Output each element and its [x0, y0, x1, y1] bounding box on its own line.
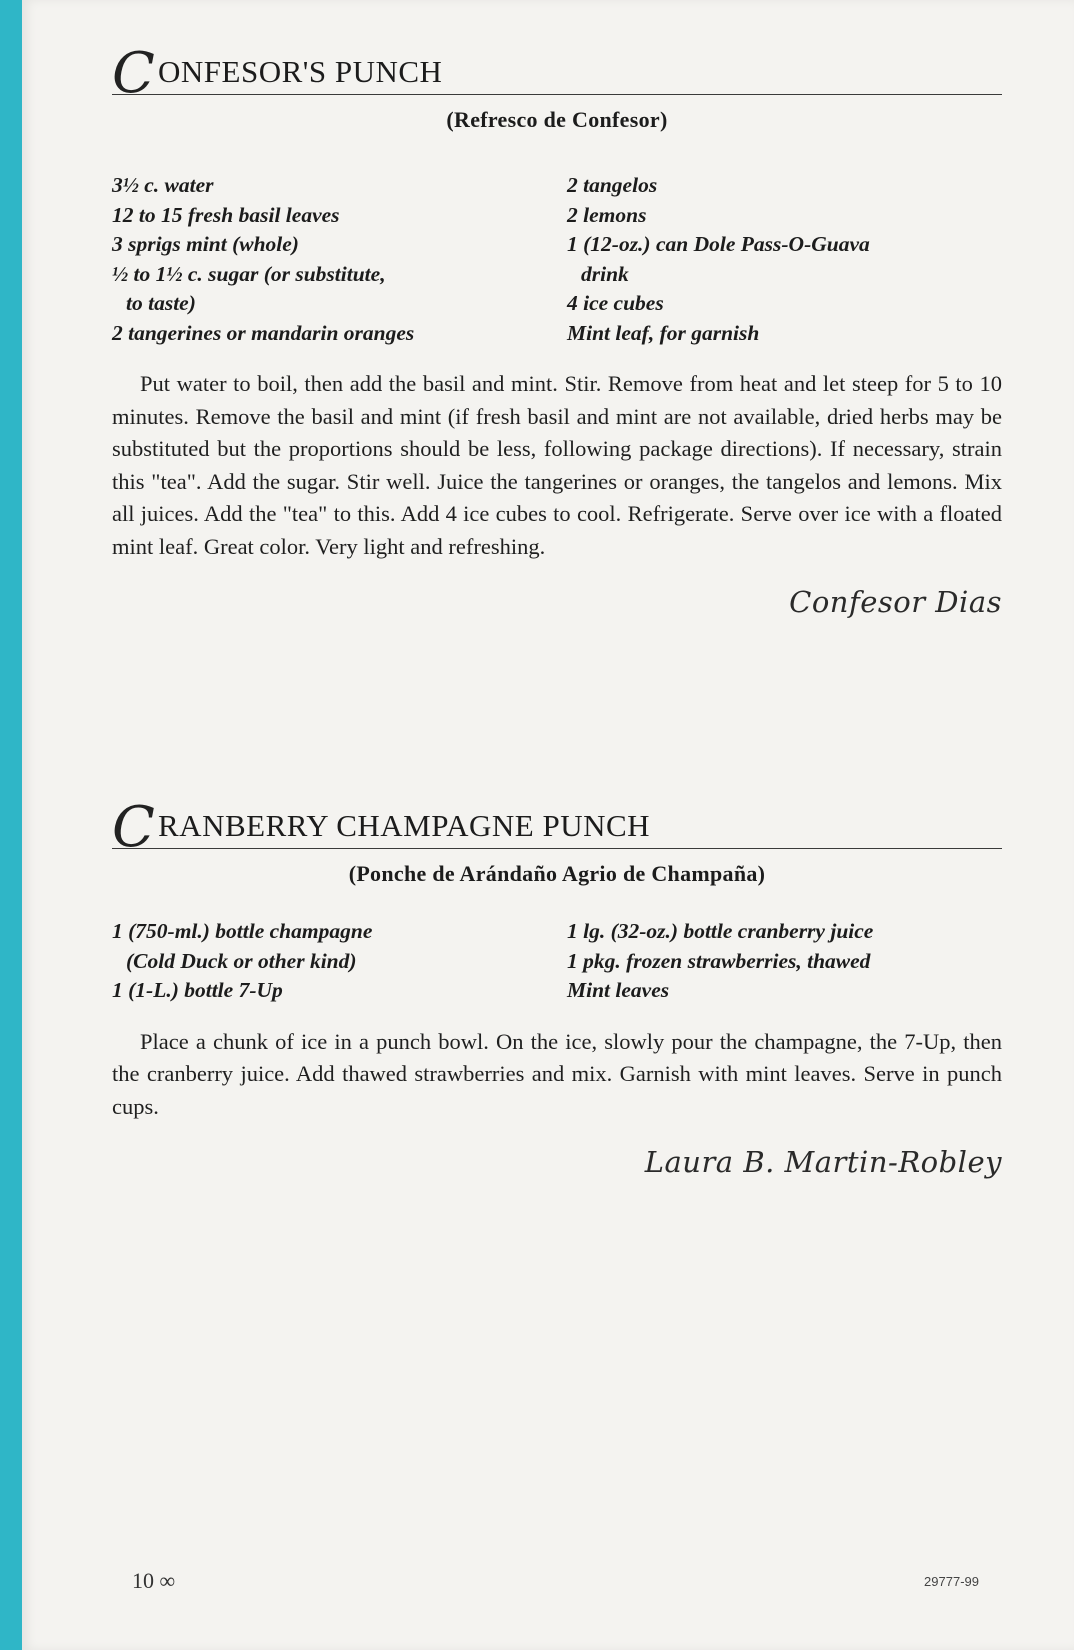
ingredient: 4 ice cubes: [567, 291, 664, 315]
recipe-method: Put water to boil, then add the basil and mint. Stir. Remove from heat and let steep for 5 to 10 minutes. Remove the basil and mint (if fresh basil and mint are not available, dried herbs may be substituted but the proportions should be less, following package directions). If necessary, strain this "tea". Add the sugar. Stir well. Juice the tangerines or oranges, the tangelos and lemons. Mix all juices. Add the "tea" to this. Add 4 ice cubes to cool. Refrigerate. Serve over ice with a floated mint leaf. Great color. Very light and refreshing.: [112, 371, 1002, 559]
recipe-method: Place a chunk of ice in a punch bowl. On the ice, slowly pour the champagne, the 7-Up, then the cranberry juice. Add thawed strawberries and mix. Garnish with mint leaves. Serve in punch cups.: [112, 1028, 1002, 1119]
ingredient: 2 tangelos: [567, 173, 658, 197]
recipe-title-text: RANBERRY CHAMPAGNE PUNCH: [158, 808, 651, 843]
ingredient: 1 (12-oz.) can Dole Pass-O-Guava: [567, 232, 870, 256]
recipe-title: [112, 778, 1002, 860]
print-code: 29777-99: [924, 1574, 979, 1589]
recipe-cranberry-champagne-punch: [112, 778, 1002, 1179]
ingredient: drink: [581, 261, 629, 286]
recipe-title-text: ONFESOR'S PUNCH: [158, 54, 443, 89]
ingredients-right-column: [567, 171, 1002, 348]
recipe-subtitle: (Refresco de Confesor): [446, 107, 668, 132]
cookbook-page: [22, 0, 1074, 1650]
ingredient: (Cold Duck or other kind): [126, 948, 357, 973]
ingredient: ½ to 1½ c. sugar (or substitute,: [112, 261, 386, 286]
ingredient: to taste): [126, 291, 196, 315]
ingredient: 1 lg. (32-oz.) bottle cranberry juice: [567, 919, 874, 943]
ingredient: 3½ c. water: [112, 173, 214, 197]
ingredient: Mint leaves: [567, 978, 670, 1002]
ingredient: 2 lemons: [567, 202, 647, 227]
ingredient: 12 to 15 fresh basil leaves: [112, 202, 340, 227]
ingredient: 1 (1-L.) bottle 7-Up: [112, 978, 283, 1002]
recipe-subtitle: (Ponche de Arándaño Agrio de Champaña): [348, 861, 766, 886]
ingredient: 3 sprigs mint (whole): [112, 232, 299, 256]
recipe-confesors-punch: [112, 24, 1002, 619]
ingredients-list: [112, 171, 1002, 348]
ingredients-left-column: [112, 917, 567, 1006]
decorative-initial: C: [112, 41, 155, 106]
ingredients-list: [112, 917, 1002, 1006]
ingredients-right-column: [567, 917, 1002, 1006]
page-number: 10 ∞: [132, 1568, 176, 1593]
ingredient: Mint leaf, for garnish: [567, 320, 760, 345]
decorative-initial: C: [112, 795, 155, 860]
ingredient: 1 pkg. frozen strawberries, thawed: [567, 948, 871, 973]
recipe-title: [112, 24, 1002, 106]
ingredients-left-column: [112, 171, 567, 348]
ingredient: 2 tangerines or mandarin oranges: [112, 320, 415, 345]
contributor-signature: Laura B. Martin-Robley: [644, 1145, 1002, 1179]
contributor-signature: Confesor Dias: [789, 585, 1002, 619]
ingredient: 1 (750-ml.) bottle champagne: [112, 919, 373, 943]
